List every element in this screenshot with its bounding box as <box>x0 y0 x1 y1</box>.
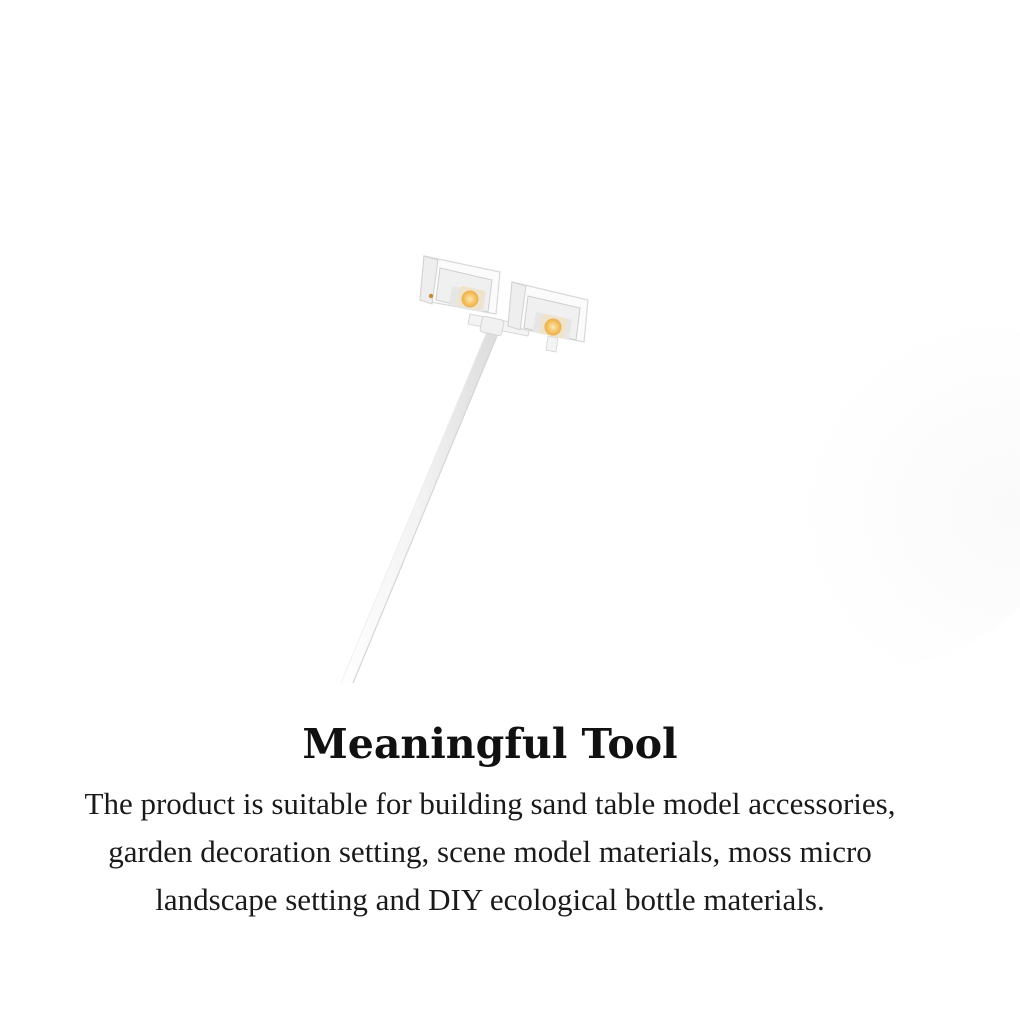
led-left <box>462 291 479 308</box>
product-description: The product is suitable for building sand table model accessories, garden decoration setting, scene model materials, moss micro landscape setting and DIY ecological bottle materials. <box>84 786 896 917</box>
led-right <box>545 319 562 336</box>
product-title: Meaningful Tool <box>302 720 678 768</box>
